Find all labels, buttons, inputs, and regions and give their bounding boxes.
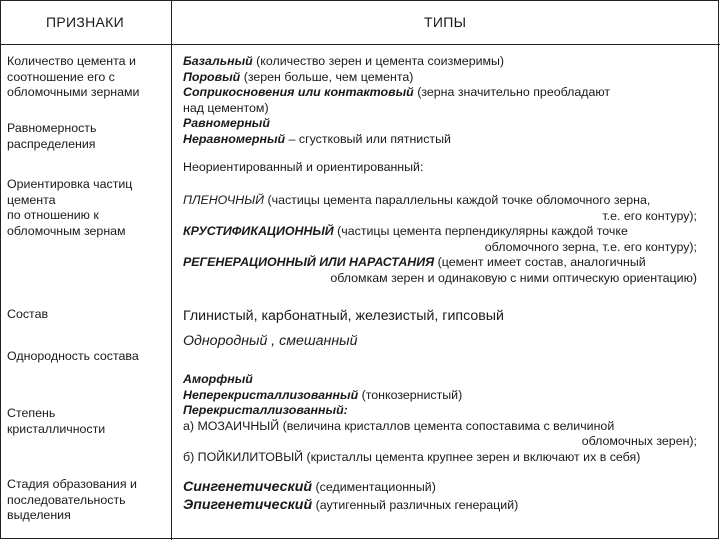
types-composition: Глинистый, карбонатный, железистый, гипсовый xyxy=(183,308,504,324)
feature-quantity xyxy=(7,54,139,101)
header-divider xyxy=(0,44,720,45)
type-name: КРУСТИФИКАЦИОННЫЙ xyxy=(183,224,334,238)
type-desc: обломочных зерен); xyxy=(581,434,697,448)
type-desc: (цемент имеет состав, аналогичный xyxy=(434,255,646,269)
type-name: Эпигенетический xyxy=(183,497,313,513)
type-name: ПЛЕНОЧНЫЙ xyxy=(183,193,265,207)
type-desc: (тонкозернистый) xyxy=(358,387,463,402)
feature-line: кристалличности xyxy=(7,421,106,436)
type-name: Равномерный xyxy=(183,116,270,130)
type-name: Неперекристаллизованный xyxy=(183,387,359,402)
types-stage xyxy=(183,478,518,514)
feature-line: обломочным зернам xyxy=(7,223,126,238)
type-desc: (количество зерен и цемента соизмеримы) xyxy=(252,54,505,68)
feature-crystallinity xyxy=(7,406,105,437)
feature-line: по отношению к xyxy=(7,208,99,222)
type-desc: обломочного зерна, т.е. его контуру); xyxy=(484,239,697,254)
feature-line: обломочными зернами xyxy=(7,85,140,99)
type-name: Соприкосновения или контактовый xyxy=(183,85,414,99)
feature-line: распределения xyxy=(7,136,96,151)
feature-line: соотношение его с xyxy=(7,69,115,84)
type-name: Базальный xyxy=(183,54,253,68)
feature-line: Ориентировка частиц xyxy=(7,177,133,191)
types-homogeneity: Однородный , смешанный xyxy=(183,333,358,349)
header-features: ПРИЗНАКИ xyxy=(46,14,124,30)
type-name: Неравномерный xyxy=(183,131,286,146)
types-orientation xyxy=(183,193,697,286)
feature-stage xyxy=(7,477,137,524)
type-desc: (зерна значительно преобладают xyxy=(413,85,611,99)
type-desc: – сгустковый или пятнистый xyxy=(285,131,451,146)
feature-line: Стадия образования и xyxy=(7,477,137,491)
feature-line: Количество цемента и xyxy=(7,54,136,68)
type-desc: обломкам зерен и одинаковую с ними оптическую ориентацию) xyxy=(330,270,697,285)
type-desc: над цементом) xyxy=(183,100,269,115)
type-name: Сингенетический xyxy=(183,479,313,495)
header-types: ТИПЫ xyxy=(424,14,467,30)
type-desc: (частицы цемента перпендикулярны каждой точке xyxy=(333,224,628,238)
feature-line: цемента xyxy=(7,192,56,207)
type-name: РЕГЕНЕРАЦИОННЫЙ ИЛИ НАРАСТАНИЯ xyxy=(183,255,435,269)
feature-homogeneity: Однородность состава xyxy=(7,349,139,363)
type-name: Перекристаллизованный: xyxy=(183,403,348,417)
type-name: Поровый xyxy=(183,69,241,84)
types-uniformity xyxy=(183,116,451,147)
type-desc: (зерен больше, чем цемента) xyxy=(240,69,414,84)
type-desc: б) ПОЙКИЛИТОВЫЙ (кристаллы цемента крупнее зерен и включают их в себя) xyxy=(183,449,641,464)
column-divider xyxy=(171,0,172,540)
type-desc: а) МОЗАИЧНЫЙ (величина кристаллов цемента сопоставима с величиной xyxy=(183,418,615,433)
types-quantity xyxy=(183,54,610,116)
type-desc: (частицы цемента параллельны каждой точке обломочного зерна, xyxy=(264,193,651,207)
type-name: Аморфный xyxy=(183,372,253,386)
feature-line: Степень xyxy=(7,406,56,420)
feature-uniformity xyxy=(7,121,96,152)
type-desc: (аутигенный различных генераций) xyxy=(312,498,519,512)
orientation-intro: Неориентированный и ориентированный: xyxy=(183,160,424,174)
feature-composition: Состав xyxy=(7,307,49,321)
feature-line: Равномерность xyxy=(7,121,97,135)
feature-line: выделения xyxy=(7,508,71,522)
types-crystallinity xyxy=(183,372,697,465)
feature-orientation xyxy=(7,177,132,239)
type-desc: т.е. его контуру); xyxy=(602,208,697,223)
feature-line: последовательность xyxy=(7,492,126,507)
type-desc: (седиментационный) xyxy=(312,480,436,494)
